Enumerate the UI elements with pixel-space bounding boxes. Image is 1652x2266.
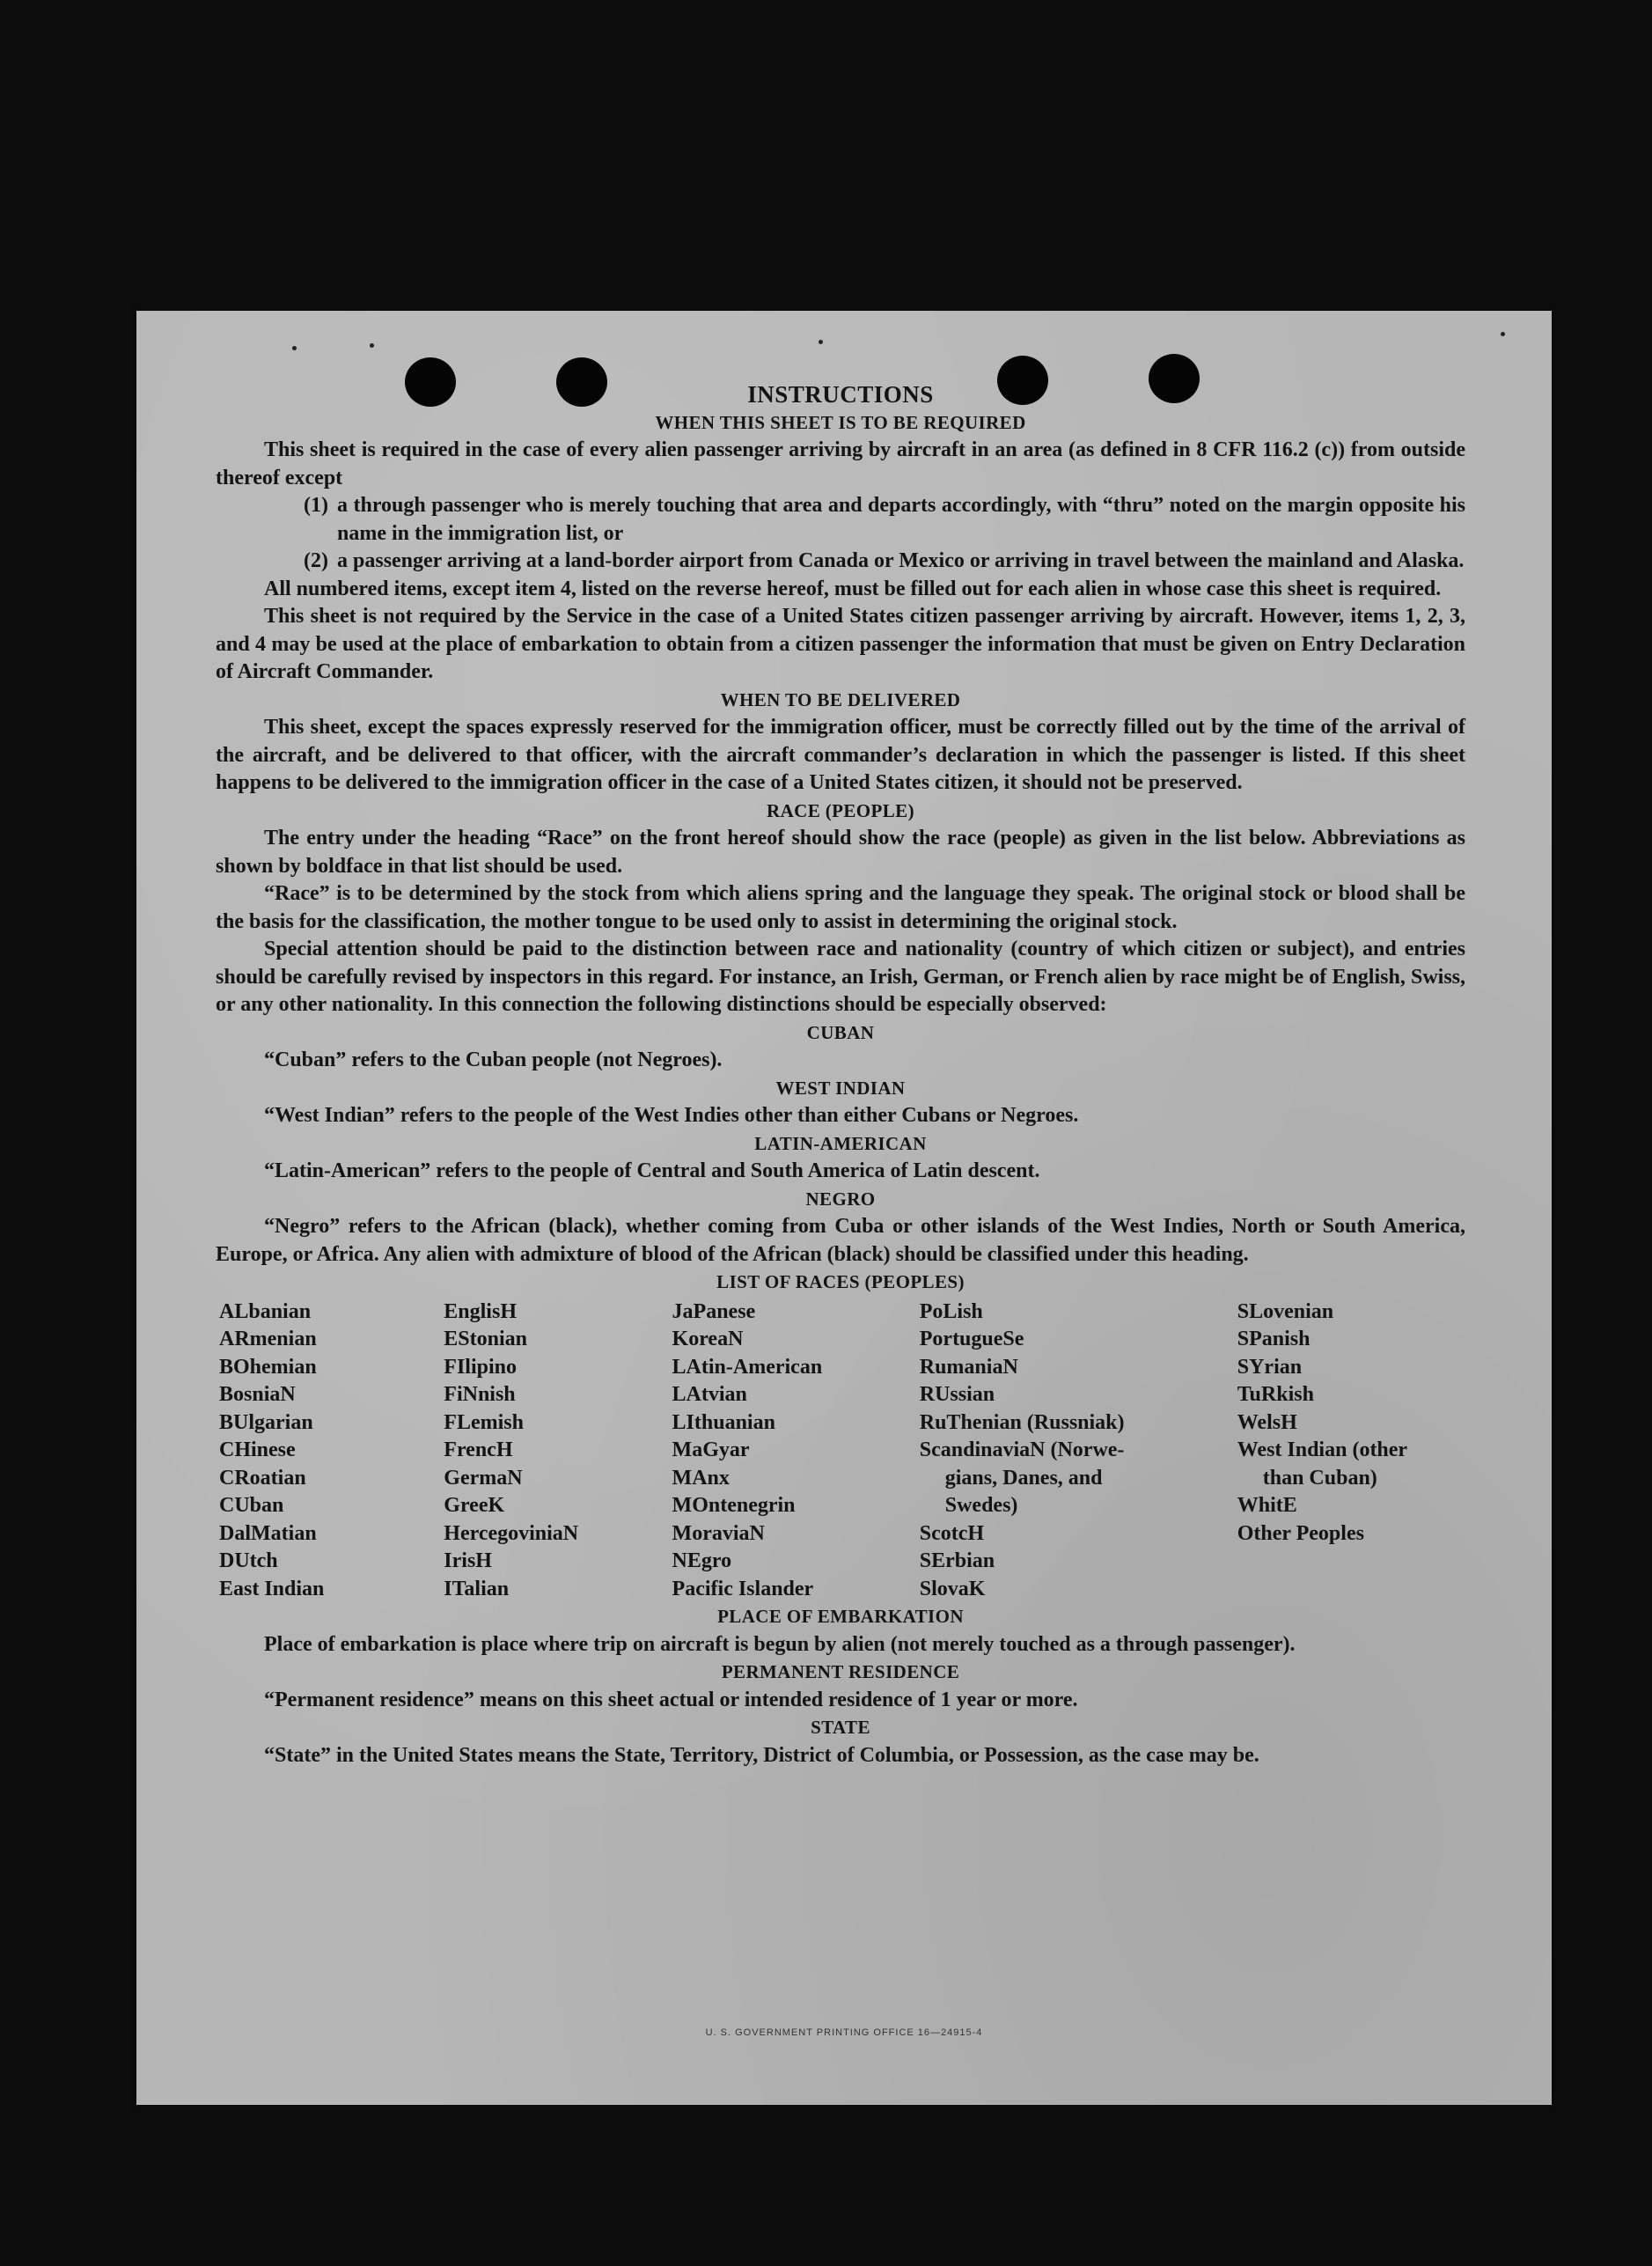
- race-entry: BosniaN: [219, 1383, 296, 1406]
- race-entry: LIthuanian: [672, 1410, 775, 1434]
- races-column-2: [444, 1299, 672, 1604]
- race-entry: KoreaN: [672, 1328, 744, 1350]
- race-entry: TuRkish: [1237, 1383, 1314, 1406]
- embarkation-paragraph: Place of embarkation is place where trip on aircraft is begun by alien (not merely touched as a through passenger).: [264, 1632, 1296, 1656]
- race-entry: West Indian (other: [1237, 1438, 1408, 1461]
- race-entry: DalMatian: [219, 1521, 317, 1545]
- race-paragraph-3: Special attention should be paid to the distinction between race and nationality (country of which citizen or subject), and entries should be carefully revised by inspectors in this regard. For instance, an Irish, German, or French alien by race might be of English, Swiss, or any other nationality. In this connection the following distinctions should be especially observed:: [216, 938, 1465, 1016]
- section-heading-residence: PERMANENT RESIDENCE: [721, 1661, 960, 1682]
- section-heading-embarkation: PLACE OF EMBARKATION: [717, 1606, 964, 1627]
- races-column-4: [920, 1299, 1237, 1604]
- race-entry: ScotcH: [919, 1521, 985, 1545]
- paper-speck: [292, 346, 297, 350]
- race-entry: GreeK: [444, 1494, 505, 1517]
- cuban-paragraph: “Cuban” refers to the Cuban people (not Negroes).: [264, 1048, 723, 1071]
- race-entry: JaPanese: [672, 1299, 756, 1323]
- race-entry: NEgro: [672, 1549, 732, 1572]
- latin-american-paragraph: “Latin-American” refers to the people of Central and South America of Latin descent.: [264, 1159, 1040, 1182]
- race-entry: EnglisH: [444, 1299, 517, 1323]
- race-entry: SErbian: [919, 1549, 995, 1572]
- races-column-5: [1237, 1299, 1465, 1604]
- residence-paragraph: “Permanent residence” means on this sheet actual or intended residence of 1 year or more.: [264, 1688, 1078, 1711]
- page-title: INSTRUCTIONS: [747, 381, 934, 408]
- paper-speck: [370, 343, 374, 348]
- race-entry: ITalian: [444, 1577, 510, 1600]
- section-heading-state: STATE: [811, 1717, 870, 1738]
- race-entry: HercegoviniaN: [444, 1521, 579, 1545]
- section-heading-negro: NEGRO: [805, 1188, 876, 1210]
- race-entry: RUssian: [919, 1383, 995, 1406]
- race-entry: IrisH: [444, 1549, 492, 1572]
- race-entry: RumaniaN: [919, 1355, 1018, 1379]
- exception-item: [216, 548, 1465, 576]
- races-column-3: [672, 1299, 920, 1604]
- races-column-1: [219, 1299, 444, 1604]
- race-entry: FLemish: [444, 1410, 524, 1434]
- item-text: a passenger arriving at a land-border airport from Canada or Mexico or arriving in travel between the mainland and Alaska.: [337, 549, 1465, 572]
- race-entry: DUtch: [219, 1549, 278, 1572]
- race-entry: SLovenian: [1237, 1299, 1334, 1323]
- race-entry: ALbanian: [219, 1299, 312, 1323]
- race-entry: MOntenegrin: [672, 1494, 796, 1517]
- race-entry: CUban: [219, 1494, 284, 1517]
- section-heading-delivered: WHEN TO BE DELIVERED: [720, 688, 961, 710]
- item-number: (2): [304, 549, 328, 572]
- section-heading-races-list: LIST OF RACES (PEOPLES): [716, 1271, 965, 1292]
- printing-office-footer: U. S. GOVERNMENT PRINTING OFFICE 16—24915-4: [705, 2027, 983, 2038]
- race-entry: RuThenian (Russniak): [919, 1410, 1125, 1434]
- section-heading-race: RACE (PEOPLE): [767, 799, 914, 821]
- race-entry: PoLish: [919, 1299, 983, 1323]
- race-entry: SYrian: [1237, 1355, 1303, 1379]
- race-entry: SlovaK: [919, 1577, 986, 1600]
- race-entry: ARmenian: [219, 1328, 317, 1350]
- race-entry: LAtvian: [672, 1383, 747, 1406]
- item-number: (1): [304, 494, 328, 517]
- race-entry-continued: Swedes): [944, 1494, 1018, 1517]
- race-paragraph-2: “Race” is to be determined by the stock from which aliens spring and the language they speak. The original stock or blood shall be the basis for the classification, the mother tongue to be used only to assist in determining the original stock.: [216, 882, 1465, 933]
- race-entry: East Indian: [219, 1577, 325, 1600]
- race-entry: WhitE: [1237, 1494, 1297, 1517]
- delivered-paragraph: This sheet, except the spaces expressly reserved for the immigration officer, must be correctly filled out by the time of the arrival of the aircraft, and be delivered to that officer, with the aircraft commander’s declaration in which the passenger is listed. If this sheet happens to be delivered to the immigration officer in the case of a United States citizen, it should not be preserved.: [216, 716, 1465, 794]
- numbered-items-paragraph: All numbered items, except item 4, listed on the reverse hereof, must be filled out for each alien in whose case this sheet is required.: [264, 577, 1442, 600]
- race-entry: FIlipino: [444, 1355, 517, 1379]
- race-entry: Pacific Islander: [672, 1577, 814, 1600]
- race-entry-continued: than Cuban): [1262, 1466, 1377, 1490]
- race-entry: LAtin-American: [672, 1355, 823, 1379]
- race-entry: GermaN: [444, 1466, 523, 1490]
- section-heading-required: WHEN THIS SHEET IS TO BE REQUIRED: [655, 411, 1026, 433]
- race-entry: MaGyar: [672, 1438, 750, 1461]
- race-entry: ScandinaviaN (Norwe-: [919, 1438, 1125, 1461]
- race-entry: MAnx: [672, 1466, 730, 1490]
- races-table: [216, 1299, 1465, 1604]
- race-entry: CRoatian: [219, 1466, 306, 1490]
- section-heading-west-indian: WEST INDIAN: [775, 1077, 906, 1099]
- race-entry: MoraviaN: [672, 1521, 765, 1545]
- race-entry: CHinese: [219, 1438, 296, 1461]
- paper-speck: [819, 340, 823, 344]
- race-entry-continued: gians, Danes, and: [944, 1466, 1103, 1490]
- citizen-paragraph: This sheet is not required by the Service in the case of a United States citizen passenger arriving by aircraft. However, items 1, 2, 3, and 4 may be used at the place of embarkation to obtain from a citizen passenger the information that must be given on Entry Declaration of Aircraft Commander.: [216, 605, 1465, 683]
- race-paragraph-1: The entry under the heading “Race” on the front hereof should show the race (people) as given in the list below. Abbreviations as shown by boldface in that list should be used.: [216, 827, 1465, 878]
- race-entry: BUlgarian: [219, 1410, 313, 1434]
- required-intro: This sheet is required in the case of every alien passenger arriving by aircraft in an area (as defined in 8 CFR 116.2 (c)) from outside thereof except: [216, 438, 1465, 489]
- west-indian-paragraph: “West Indian” refers to the people of the West Indies other than either Cubans or Negroes.: [264, 1104, 1079, 1127]
- race-entry: PortugueSe: [919, 1328, 1024, 1350]
- paper-speck: [1501, 332, 1505, 336]
- instructions-content: [216, 381, 1465, 1769]
- race-entry: FiNnish: [444, 1383, 516, 1406]
- document-sheet: [136, 311, 1552, 2105]
- race-entry: BOhemian: [219, 1355, 317, 1379]
- race-entry: WelsH: [1237, 1410, 1297, 1434]
- state-paragraph: “State” in the United States means the State, Territory, District of Columbia, or Possession, as the case may be.: [264, 1743, 1259, 1767]
- item-text: a through passenger who is merely touching that area and departs accordingly, with “thru” noted on the margin opposite his name in the immigration list, or: [337, 494, 1465, 545]
- race-entry: EStonian: [444, 1328, 527, 1350]
- race-entry: SPanish: [1237, 1328, 1311, 1350]
- section-heading-latin-american: LATIN-AMERICAN: [754, 1132, 927, 1154]
- exception-item: [216, 492, 1465, 548]
- race-entry: FrencH: [444, 1438, 513, 1461]
- race-entry: Other Peoples: [1237, 1521, 1364, 1545]
- negro-paragraph: “Negro” refers to the African (black), whether coming from Cuba or other islands of the West Indies, North or South America, Europe, or Africa. Any alien with admixture of blood of the African (black) should be classified under this heading.: [216, 1215, 1465, 1266]
- section-heading-cuban: CUBAN: [806, 1021, 875, 1043]
